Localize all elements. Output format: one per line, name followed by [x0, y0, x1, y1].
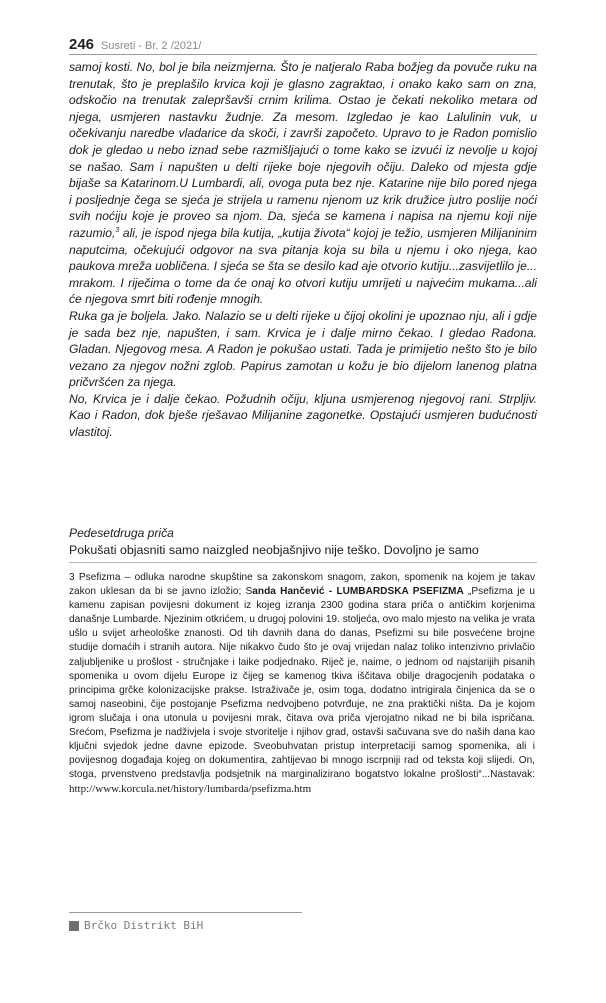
page-header [69, 36, 537, 55]
square-icon [69, 921, 79, 931]
footnote-marker[interactable]: 3 [115, 226, 120, 234]
paragraph-text: samoj kosti. No, bol je bila neizmjerna. Što je natjeralo Raba božjeg da povuče ruku na trenutak, što je preplašilo krvica koji je glasno zagraktao, i onako kako sam on zna, odskočio na trenutak zalepršavši crnim krilima. Ostao je čekati nekoliko metara od njega, usmjeren nastavku žudnje. Za mesom. Izgledao je kao Lalulinin vuk, u očekivanju naredbe vladarice da skoči, i završi započeto. Upravo to je Radon pomislio dok je gledao u nebo iznad sebe razmišljajući o tome kako se izvući iz nevolje u kojoj se našao. Sam i napušten u delti rijeke boje njegovih očiju. Daleko od mjesta gdje bijaše sa Katarinom.U Lumbardi, ali, ovoga puta bez nje. Katarine nije bilo pored njega i posljednje čega se sjeća je strijela u ramenu njenom uz krik družice jutro poslije noći svih noćiju koje je proveo sa njom. Da, sjeća se kamena i napisa na njemu koji nije razumio, [69, 60, 537, 240]
story-title: Pedesetdruga priča [69, 526, 174, 540]
footnote-intro: 3 Psefizma – odluka narodne skupštine sa zakonskom snagom, zakon, spomenik na kojem je takav zakon uklesan da bi se javno izložio; S [69, 572, 535, 598]
paragraph: Ruka ga je boljela. Jako. Nalazio se u delti rijeke u čijoj okolini je upoznao nju, ali i gdje je sada bez nje, napušten, i sam. Krvica je i dalje mirno čekao. I gledao Radona. Gladan. Njegovog mesa. A Radon je pokušao ustati. Tada je primijetio nešto što je bilo vezano za njegov nožni zglob. Papirus zamotan u kožu je bio dijelom lanenog platna pričvršćen za njega. [69, 308, 537, 390]
paragraph-text: ali, je ispod njega bila kutija, „kutija života“ kojoj je težio, usmjeren Milijaninim naputcima, očekujući odgovor na sva pitanja koja su bila u njemu i oko njega, kao paukova mreža uobličena. I sjeća se šta se desilo kad aje otvorio kutiju...zasvijetlilo je... mrakom. I riječima o tome da će onaj ko otvori kutiju umrijeti u najvećim mukama...ali će njegova smrt biti rođenje mnogih. [69, 225, 537, 307]
footnote-link[interactable]: http://www.korcula.net/history/lumbarda/psefizma.htm [69, 783, 312, 796]
paragraph: No, Krvica je i dalje čekao. Požudnih očiju, kljuna usmjerenog njegovoj rani. Strpljiv. Kao i Radon, dok bješe rješavao Milijanine zagonetke. Opstajući usmjeren budućnosti vlastitoj. [69, 391, 537, 440]
footnote-source: anda Hančević - LUMBARDSKA PSEFIZMA [252, 586, 464, 598]
footnote-divider [69, 562, 537, 563]
footer-divider [69, 912, 302, 913]
footer-text: Brčko Distrikt BiH [84, 919, 204, 932]
footnote-body: „Psefizma je u kamenu zapisan povijesni dokument iz kojeg izranja 2300 godina stara priča o antičkim korjenima današnje Lumbarde. Njezinim otkrićem, u drugoj polovini 19. stoljeća, ovo malo mjesto na velika je vrata ušlo u svijet arheološke znanosti. Od tih davnih dana do danas, Psefizmi su bile posvećene brojne studije domaćih i stranih autora. Nije nikakvo čudo što je ovaj vrijedan nalaz toliko intenzivno privlačio zaljubljenike u prošlost - stručnjake i laike podjednako. Riječ je, naime, o jednom od najstarijih pisanih spomenika u ovom dijelu Europe iz čijeg se kamenog tkiva iščitava obilje dragocjenih podataka o principima grčke kolonizacijske prakse. Istraživače je, osim toga, dodatno intrigirala činjenica da se o samoj naseobini, čije postojanje Psefizma nedvojbeno potvrđuje, ne zna praktički ništa. Da je kojom igrom slučaja i ona utonula u povijesni mrak, čitava ova priča vjerojatno nikad ne bi bila ispričana. Srećom, Psefizma je nadživjela i svoje stvoritelje i njihov grad, ostavši sačuvana sve do naših dana kao ključni svjedok jedne davne epizode. Sveobuhvatan pristup interpretaciji samog spomenika, ali i povijesnog događaja kojeg on dokumentira, zahtijevao bi mnogo iscrpniji rad od teksta koji slijedi. On, stoga, prvenstveno predstavlja podsjetnik na marginalizirano bogatstvo lokalne prošlosti“...Nastavak: [69, 586, 535, 781]
main-text [69, 59, 537, 441]
paragraph [69, 59, 537, 308]
page-number: 246 [69, 36, 95, 53]
journal-title: Susreti - Br. 2 /2021/ [101, 40, 202, 52]
page-footer [69, 919, 203, 932]
footnote [69, 571, 535, 798]
story-first-line: Pokušati objasniti samo naizgled neobjašnjivo nije teško. Dovoljno je samo [69, 543, 479, 557]
